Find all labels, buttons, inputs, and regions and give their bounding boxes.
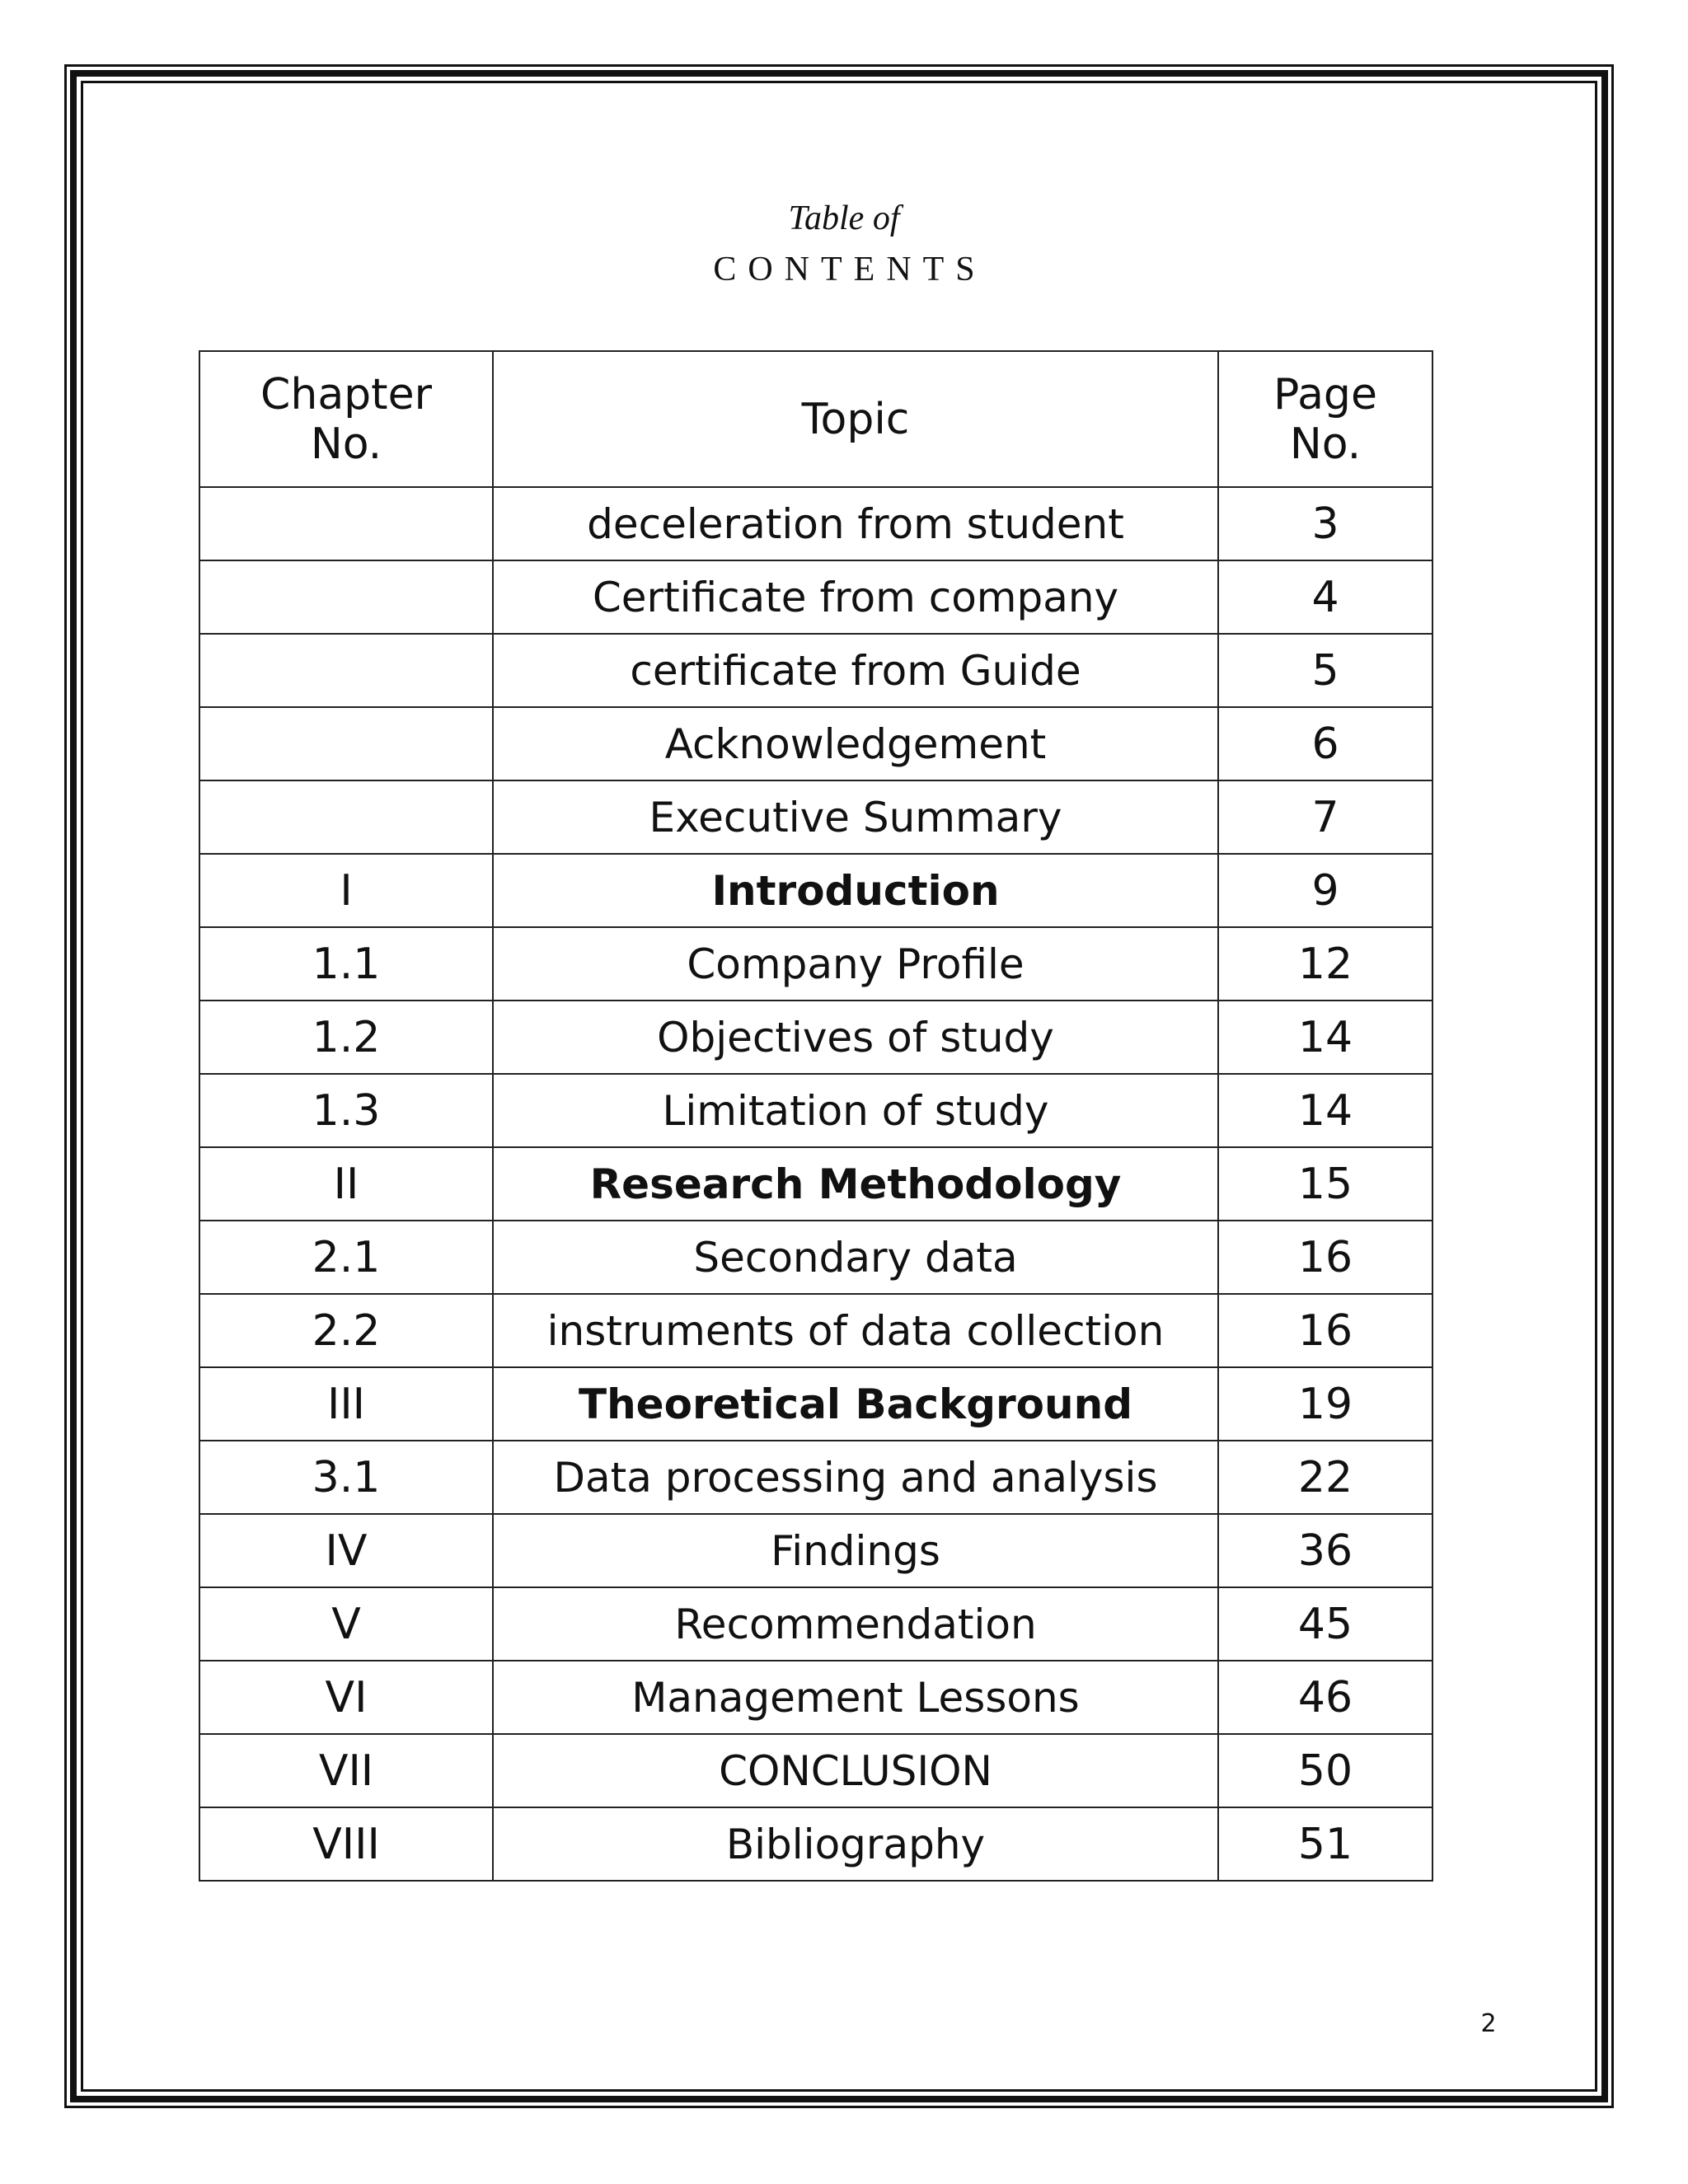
chapter-number-cell: IV <box>199 1514 493 1587</box>
table-row <box>199 1734 1432 1807</box>
page-number-cell: 14 <box>1218 1001 1432 1074</box>
chapter-number-cell: 1.1 <box>199 927 493 1001</box>
chapter-number-cell <box>199 560 493 634</box>
table-row <box>199 560 1432 634</box>
page-number-cell: 45 <box>1218 1587 1432 1661</box>
page-number-cell: 16 <box>1218 1294 1432 1367</box>
header-topic <box>493 351 1218 487</box>
topic-cell: Recommendation <box>493 1587 1218 1661</box>
table-body <box>199 487 1432 1881</box>
page-number-cell: 46 <box>1218 1661 1432 1734</box>
table-row <box>199 1001 1432 1074</box>
contents-table <box>199 350 1433 1882</box>
page-number-cell: 3 <box>1218 487 1432 560</box>
topic-cell: CONCLUSION <box>493 1734 1218 1807</box>
table-row <box>199 487 1432 560</box>
table-row <box>199 1147 1432 1221</box>
page-number-cell: 22 <box>1218 1441 1432 1514</box>
chapter-number-cell: 2.2 <box>199 1294 493 1367</box>
page-number: 2 <box>1480 2009 1497 2038</box>
table-row <box>199 1587 1432 1661</box>
topic-cell: Acknowledgement <box>493 707 1218 780</box>
table-row <box>199 927 1432 1001</box>
topic-cell: certificate from Guide <box>493 634 1218 707</box>
table-row <box>199 1807 1432 1881</box>
page-number-cell: 51 <box>1218 1807 1432 1881</box>
chapter-number-cell: VII <box>199 1734 493 1807</box>
header-page-line2: No. <box>1289 419 1362 469</box>
table-row <box>199 854 1432 927</box>
topic-cell: Theoretical Background <box>493 1367 1218 1441</box>
page-number-cell: 14 <box>1218 1074 1432 1147</box>
chapter-number-cell: 3.1 <box>199 1441 493 1514</box>
header-page-line1: Page <box>1273 369 1377 419</box>
chapter-number-cell: V <box>199 1587 493 1661</box>
chapter-number-cell <box>199 707 493 780</box>
topic-cell: Findings <box>493 1514 1218 1587</box>
topic-cell: Data processing and analysis <box>493 1441 1218 1514</box>
topic-cell: Company Profile <box>493 927 1218 1001</box>
chapter-number-cell: I <box>199 854 493 927</box>
header-topic-label: Topic <box>801 394 910 444</box>
page-number-cell: 4 <box>1218 560 1432 634</box>
page-number-cell: 6 <box>1218 707 1432 780</box>
chapter-number-cell: II <box>199 1147 493 1221</box>
page-number-cell: 50 <box>1218 1734 1432 1807</box>
header-chapter-line1: Chapter <box>260 369 432 419</box>
table-row <box>199 1514 1432 1587</box>
table-row <box>199 634 1432 707</box>
table-row <box>199 1294 1432 1367</box>
chapter-number-cell: 1.3 <box>199 1074 493 1147</box>
page-number-cell: 15 <box>1218 1147 1432 1221</box>
topic-cell: Management Lessons <box>493 1661 1218 1734</box>
topic-cell: Research Methodology <box>493 1147 1218 1221</box>
header-page <box>1218 351 1432 487</box>
toc-title-line2: CONTENTS <box>713 251 987 288</box>
table-row <box>199 707 1432 780</box>
page-number-cell: 7 <box>1218 780 1432 854</box>
header-chapter <box>199 351 493 487</box>
topic-cell: deceleration from student <box>493 487 1218 560</box>
topic-cell: Executive Summary <box>493 780 1218 854</box>
table-row <box>199 1367 1432 1441</box>
table-row <box>199 780 1432 854</box>
chapter-number-cell <box>199 634 493 707</box>
chapter-number-cell: VIII <box>199 1807 493 1881</box>
table-row <box>199 1221 1432 1294</box>
topic-cell: Certificate from company <box>493 560 1218 634</box>
topic-cell: Objectives of study <box>493 1001 1218 1074</box>
chapter-number-cell: VI <box>199 1661 493 1734</box>
page-number-cell: 16 <box>1218 1221 1432 1294</box>
table-row <box>199 1074 1432 1147</box>
table-header-row <box>199 351 1432 487</box>
table-row <box>199 1441 1432 1514</box>
page-number-cell: 5 <box>1218 634 1432 707</box>
chapter-number-cell <box>199 487 493 560</box>
topic-cell: Bibliography <box>493 1807 1218 1881</box>
topic-cell: instruments of data collection <box>493 1294 1218 1367</box>
chapter-number-cell: 1.2 <box>199 1001 493 1074</box>
chapter-number-cell: 2.1 <box>199 1221 493 1294</box>
chapter-number-cell: III <box>199 1367 493 1441</box>
page-number-cell: 36 <box>1218 1514 1432 1587</box>
table-row <box>199 1661 1432 1734</box>
header-chapter-line2: No. <box>310 419 382 469</box>
chapter-number-cell <box>199 780 493 854</box>
topic-cell: Introduction <box>493 854 1218 927</box>
page-number-cell: 9 <box>1218 854 1432 927</box>
topic-cell: Secondary data <box>493 1221 1218 1294</box>
page-number-cell: 19 <box>1218 1367 1432 1441</box>
page-number-cell: 12 <box>1218 927 1432 1001</box>
topic-cell: Limitation of study <box>493 1074 1218 1147</box>
toc-title-line1: Table of <box>788 199 900 237</box>
